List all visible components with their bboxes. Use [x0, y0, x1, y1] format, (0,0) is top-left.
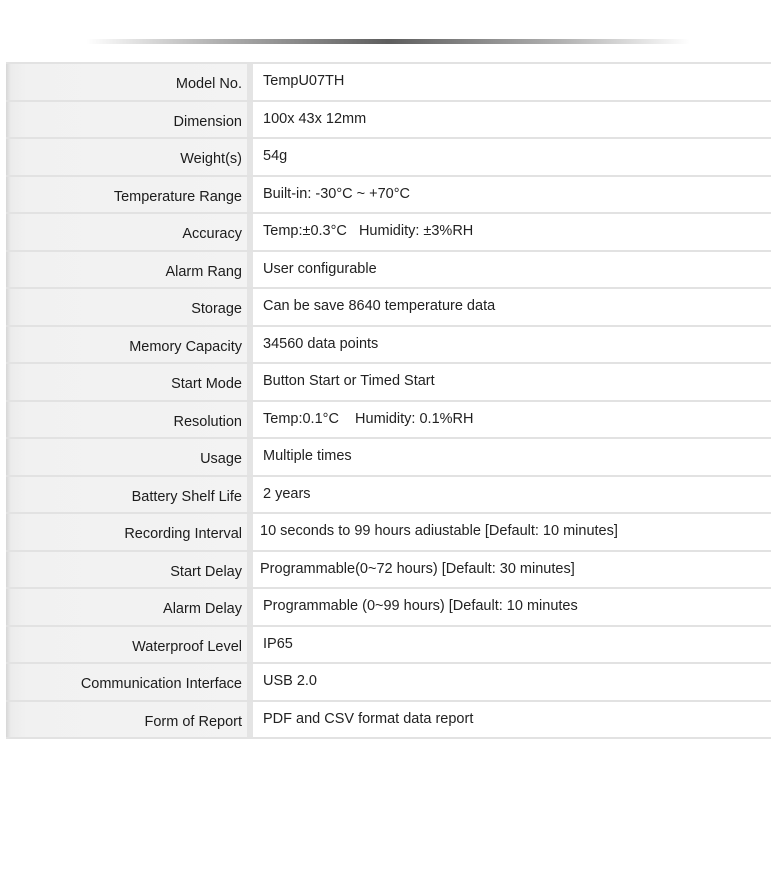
spec-value: 2 years [253, 477, 771, 513]
spec-row-start-mode [6, 364, 771, 402]
spec-row-alarm-delay [6, 589, 771, 627]
spec-value: 54g [253, 139, 771, 175]
spec-value: 10 seconds to 99 hours adiustable [Default: 10 minutes] [253, 514, 771, 550]
spec-label: Weight(s) [6, 139, 247, 175]
spec-value: Built-in: -30°C ~ +70°C [253, 177, 771, 213]
spec-label: Alarm Rang [6, 252, 247, 288]
spec-row-form-of-report [6, 702, 771, 740]
spec-label: Recording Interval [6, 514, 247, 550]
spec-label: Resolution [6, 402, 247, 438]
spec-row-usage [6, 439, 771, 477]
spec-value: Can be save 8640 temperature data [253, 289, 771, 325]
spec-value: USB 2.0 [253, 664, 771, 700]
spec-value: PDF and CSV format data report [253, 702, 771, 738]
spec-label: Start Mode [6, 364, 247, 400]
spec-row-dimension [6, 102, 771, 140]
spec-value: 34560 data points [253, 327, 771, 363]
spec-row-model-no [6, 64, 771, 102]
spec-label: Model No. [6, 64, 247, 100]
decorative-divider [86, 39, 690, 44]
spec-label: Start Delay [6, 552, 247, 588]
spec-value: TempU07TH [253, 64, 771, 100]
spec-label: Temperature Range [6, 177, 247, 213]
spec-value: Programmable (0~99 hours) [Default: 10 minutes [253, 589, 771, 625]
spec-row-temperature-range [6, 177, 771, 215]
spec-label: Communication Interface [6, 664, 247, 700]
spec-label: Form of Report [6, 702, 247, 738]
spec-label: Usage [6, 439, 247, 475]
spec-value: 100x 43x 12mm [253, 102, 771, 138]
spec-row-alarm-rang [6, 252, 771, 290]
spec-value: Button Start or Timed Start [253, 364, 771, 400]
spec-value: User configurable [253, 252, 771, 288]
spec-row-accuracy [6, 214, 771, 252]
spec-value: Temp:±0.3°C Humidity: ±3%RH [253, 214, 771, 250]
spec-label: Dimension [6, 102, 247, 138]
spec-row-recording-interval [6, 514, 771, 552]
spec-row-waterproof-level [6, 627, 771, 665]
spec-row-weight [6, 139, 771, 177]
spec-value: IP65 [253, 627, 771, 663]
spec-row-resolution [6, 402, 771, 440]
spec-row-communication-interface [6, 664, 771, 702]
spec-value: Programmable(0~72 hours) [Default: 30 minutes] [253, 552, 771, 588]
spec-label: Waterproof Level [6, 627, 247, 663]
spec-label: Battery Shelf Life [6, 477, 247, 513]
spec-label: Storage [6, 289, 247, 325]
spec-label: Alarm Delay [6, 589, 247, 625]
spec-row-memory-capacity [6, 327, 771, 365]
spec-label: Memory Capacity [6, 327, 247, 363]
spec-value: Multiple times [253, 439, 771, 475]
spec-label: Accuracy [6, 214, 247, 250]
specifications-table [6, 62, 771, 739]
spec-row-battery-shelf-life [6, 477, 771, 515]
spec-row-storage [6, 289, 771, 327]
spec-row-start-delay [6, 552, 771, 590]
spec-value: Temp:0.1°C Humidity: 0.1%RH [253, 402, 771, 438]
